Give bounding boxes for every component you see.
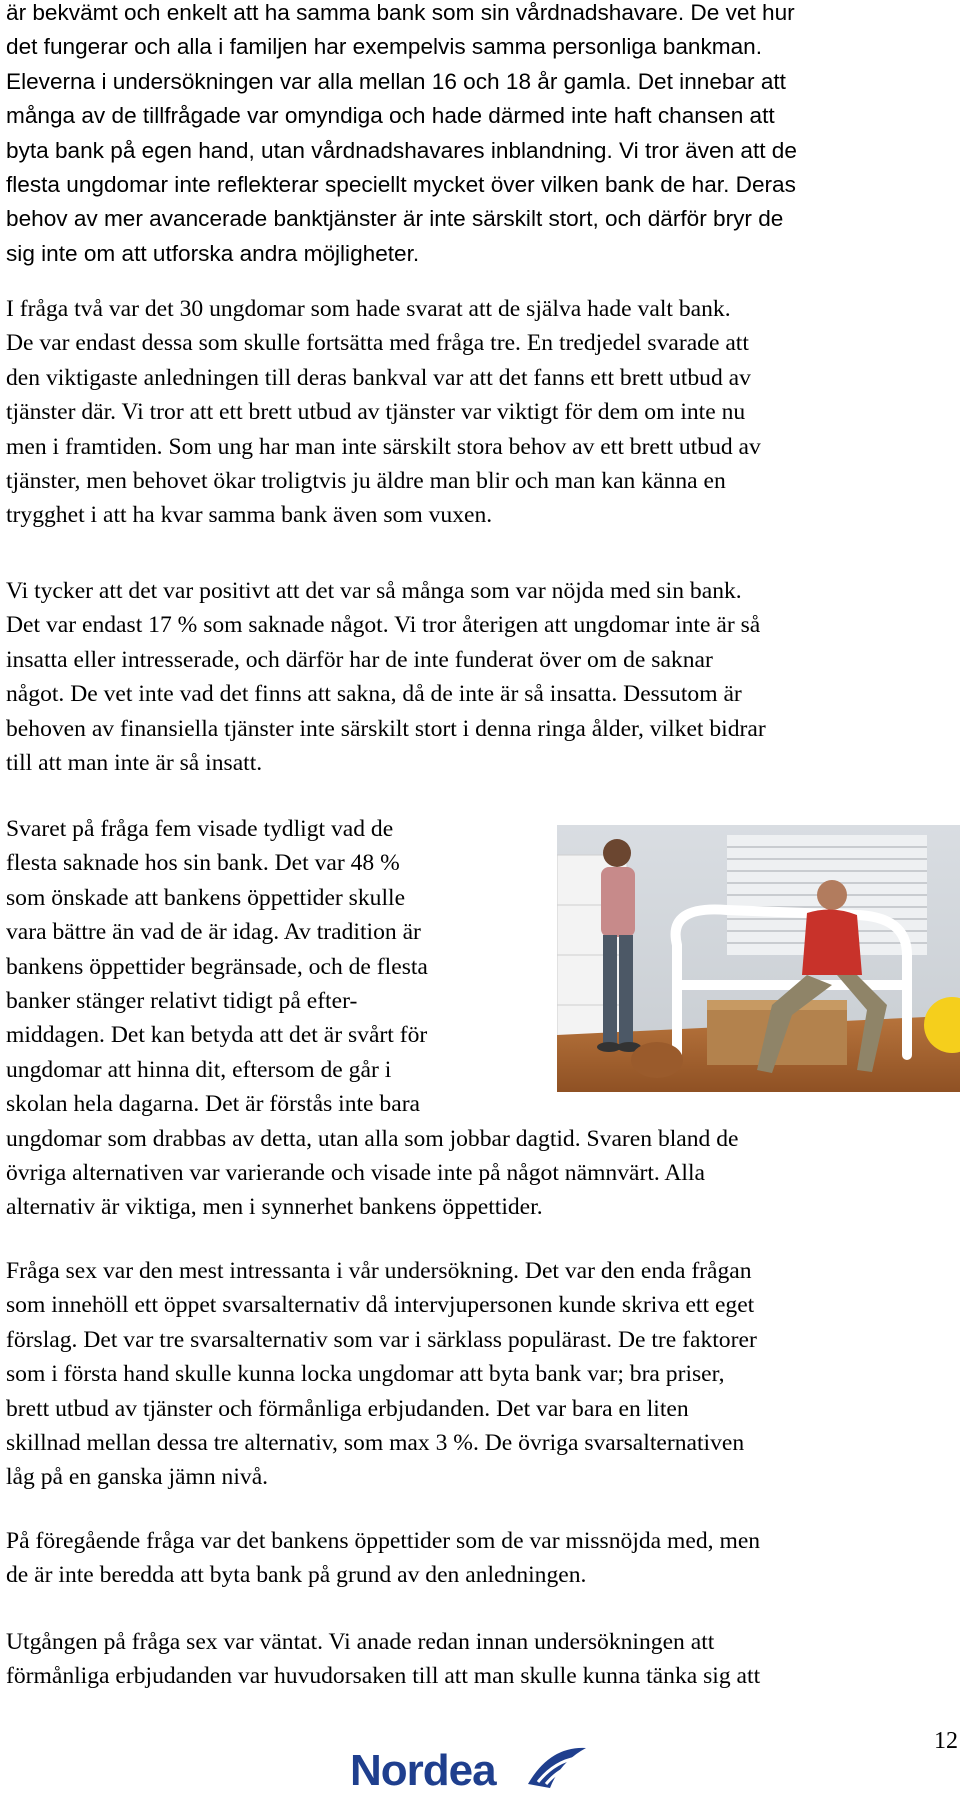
- text-segment: förslag. Det var tre svarsalternativ som var i särklass populärast. De tre faktorer: [6, 1326, 757, 1353]
- text-line: [6, 65, 797, 99]
- text-line: [6, 1659, 760, 1693]
- text-segment: men i framtiden. Som ung har man inte särskilt stora behov av ett brett utbud av: [6, 433, 761, 460]
- text-line: [6, 237, 797, 271]
- text-segment: tjänster, men behovet ökar troligtvis ju äldre man blir och man kan känna en: [6, 468, 726, 495]
- text-line: [6, 712, 766, 746]
- text-segment: insatta eller intresserade, och därför har de inte funderat över om de saknar: [6, 646, 713, 673]
- text-line: [6, 643, 766, 677]
- photo-two-young-people-sofa: [557, 825, 960, 1092]
- text-line: [6, 1288, 757, 1322]
- text-line: [6, 30, 797, 64]
- page-number: 12: [934, 1728, 958, 1754]
- text-segment: Svaret på fråga fem visade tydligt vad de: [6, 816, 394, 842]
- text-segment: alternativ är viktiga, men i synnerhet bankens öppettider.: [6, 1194, 543, 1221]
- logo-text: Nordea: [350, 1746, 496, 1795]
- text-segment: Eleverna i undersökningen var alla mellan 16 och 18 år gamla. Det innebar att: [6, 68, 786, 94]
- text-segment: som önskade att bankens öppettider skulle: [6, 884, 406, 911]
- text-line: [6, 746, 766, 780]
- text-segment: behoven av finansiella tjänster inte särskilt stort i denna ringa ålder, vilket bidrar: [6, 715, 766, 742]
- text-line: [6, 134, 797, 168]
- text-segment: På föregående fråga var det bankens öppettider som de var missnöjda med, men: [6, 1528, 761, 1554]
- text-line: [6, 1625, 760, 1659]
- text-line: [6, 395, 761, 429]
- text-segment: Utgången på fråga sex var väntat. Vi anade redan innan undersökningen att: [6, 1629, 715, 1655]
- paragraph-6: [6, 1524, 760, 1593]
- text-segment: Fråga sex var den mest intressanta i vår undersökning. Det var den enda frågan: [6, 1258, 752, 1284]
- text-segment: som innehöll ett öppet svarsalternativ då intervjupersonen kunde skriva ett eget: [6, 1292, 755, 1319]
- text-segment: Det var endast 17 % som saknade något. Vi tror återigen att ungdomar inte är så: [6, 612, 761, 639]
- text-segment: skillnad mellan dessa tre alternativ, som max 3 %. De övriga svarsalternativen: [6, 1430, 745, 1457]
- text-segment: behov av mer avancerade banktjänster är inte särskilt stort, och därför bryr de: [6, 206, 784, 232]
- paragraph-7: [6, 1625, 760, 1694]
- text-segment: många av de tillfrågade var omyndiga och hade därmed inte haft chansen att: [6, 103, 775, 129]
- text-segment: flesta ungdomar inte reflekterar speciellt mycket över vilken bank de har. Deras: [6, 172, 796, 198]
- text-line: [6, 326, 761, 360]
- text-segment: till att man inte är så insatt.: [6, 750, 263, 777]
- text-segment: låg på en ganska jämn nivå.: [6, 1464, 269, 1491]
- text-segment: flesta saknade hos sin bank. Det var 48 %: [6, 850, 400, 877]
- text-segment: Vi tycker att det var positivt att det var så många som var nöjda med sin bank.: [6, 578, 742, 604]
- text-line: [6, 0, 797, 30]
- text-line: [6, 498, 761, 532]
- text-line: [6, 1190, 739, 1224]
- text-segment: den viktigaste anledningen till deras bankval var att det fanns ett brett utbud av: [6, 364, 751, 391]
- text-line: [6, 430, 761, 464]
- text-line: [6, 202, 797, 236]
- nordea-logo: [350, 1742, 590, 1798]
- text-segment: ungdomar att hinna dit, eftersom de går i: [6, 1056, 392, 1083]
- text-segment: byta bank på egen hand, utan vårdnadshavares inblandning. Vi tror även att de: [6, 137, 797, 163]
- text-segment: sig inte om att utforska andra möjligheter.: [6, 240, 420, 266]
- text-line: [6, 1122, 739, 1156]
- text-line: [6, 361, 761, 395]
- text-line: [6, 608, 766, 642]
- text-segment: trygghet i att ha kvar samma bank även som vuxen.: [6, 502, 493, 529]
- text-segment: De var endast dessa som skulle fortsätta med fråga tre. En tredjedel svarade att: [6, 330, 749, 357]
- text-segment: banker stänger relativt tidigt på efter-: [6, 988, 358, 1015]
- text-line: [6, 168, 797, 202]
- paragraph-5: [6, 1254, 757, 1495]
- text-line: [6, 1392, 757, 1426]
- text-segment: övriga alternativen var varierande och visade inte på något nämnvärt. Alla: [6, 1160, 706, 1187]
- text-line: [6, 1426, 757, 1460]
- text-line: [6, 1087, 739, 1121]
- text-line: [6, 1323, 757, 1357]
- text-line: [6, 677, 766, 711]
- text-segment: middagen. Det kan betyda att det är svårt för: [6, 1022, 428, 1049]
- text-line: [6, 1156, 739, 1190]
- sail-icon: [520, 1744, 590, 1794]
- text-segment: är bekvämt och enkelt att ha samma bank som sin vårdnadshavare. De vet hur: [6, 0, 795, 25]
- text-segment: bankens öppettider begränsade, och de flesta: [6, 953, 428, 980]
- text-line: [6, 1524, 760, 1558]
- text-line: [6, 1254, 757, 1288]
- text-segment: det fungerar och alla i familjen har exempelvis samma personliga bankman.: [6, 34, 763, 60]
- text-line: [6, 1558, 760, 1592]
- paragraph-1: [6, 0, 797, 271]
- text-segment: I fråga två var det 30 ungdomar som hade svarat att de själva hade valt bank.: [6, 296, 731, 322]
- text-segment: brett utbud av tjänster och förmånliga erbjudanden. Det var bara en liten: [6, 1395, 689, 1422]
- paragraph-2: [6, 292, 761, 533]
- text-segment: förmånliga erbjudanden var huvudorsaken till att man skulle kunna tänka sig att: [6, 1663, 761, 1690]
- text-segment: de är inte beredda att byta bank på grund av den anledningen.: [6, 1562, 587, 1589]
- text-segment: ungdomar som drabbas av detta, utan alla som jobbar dagtid. Svaren bland de: [6, 1125, 739, 1152]
- text-segment: tjänster där. Vi tror att ett brett utbud av tjänster var viktigt för dem om inte nu: [6, 399, 746, 426]
- text-segment: något. De vet inte vad det finns att sakna, då de inte är så insatta. Dessutom är: [6, 681, 742, 708]
- text-line: [6, 1460, 757, 1494]
- text-line: [6, 99, 797, 133]
- text-line: [6, 292, 761, 326]
- text-segment: skolan hela dagarna. Det är förstås inte bara: [6, 1091, 421, 1118]
- text-segment: vara bättre än vad de är idag. Av tradition är: [6, 919, 421, 946]
- text-line: [6, 464, 761, 498]
- paragraph-3: [6, 574, 766, 780]
- text-segment: som i första hand skulle kunna locka ungdomar att byta bank var; bra priser,: [6, 1361, 725, 1388]
- text-line: [6, 574, 766, 608]
- text-line: [6, 1357, 757, 1391]
